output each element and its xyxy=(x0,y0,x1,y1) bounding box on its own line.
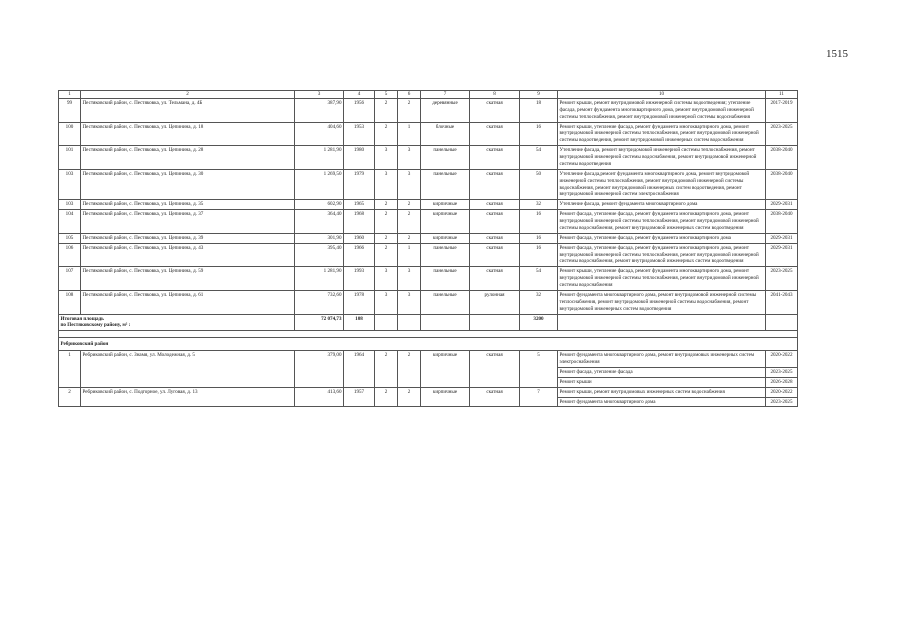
address-cell: Пестяковский район, с. Пестяковка, ул. Цепинина, д. 35 xyxy=(81,200,295,210)
works-cell: Ремонт крыши, утепление фасада, ремонт фундамента многоквартирного дома, ремонт внутридомовой инженерной системы теплоснабжения, ремонт внутридомовой инженерной системы водоснабжения xyxy=(558,267,766,291)
roof-cell: скатная xyxy=(470,169,520,200)
walls-cell: кирпичные xyxy=(421,210,470,234)
address-cell: Пестяковский район, с. Пестяковка, ул. Цепинина, д. 43 xyxy=(81,243,295,267)
table-row xyxy=(59,387,798,397)
entrances-cell: 2 xyxy=(398,387,421,407)
residents-cell: 32 xyxy=(520,290,558,314)
page-number: 1515 xyxy=(826,48,848,60)
walls-cell: деревянные xyxy=(421,98,470,122)
year-cell: 1964 xyxy=(344,351,375,388)
address-cell: Ребриковский район, с. Знамя, ул. Молодежная, д. 5 xyxy=(81,351,295,388)
row-number: 2 xyxy=(59,387,81,407)
entrances-cell: 3 xyxy=(398,169,421,200)
column-number-row xyxy=(59,91,798,99)
period-cell: 2023-2025 xyxy=(766,397,798,407)
residents-cell: 16 xyxy=(520,233,558,243)
year-cell: 1980 xyxy=(344,146,375,170)
column-number: 6 xyxy=(398,91,421,99)
column-number: 4 xyxy=(344,91,375,99)
roof-cell: скатная xyxy=(470,233,520,243)
entrances-cell: 2 xyxy=(398,210,421,234)
row-number: 101 xyxy=(59,146,81,170)
address-cell: Пестяковский район, с. Пестяковка, ул. Тельмана, д. 4Б xyxy=(81,98,295,122)
residents-cell: 54 xyxy=(520,267,558,291)
period-cell: 2017-2019 xyxy=(766,98,798,122)
district-header-row xyxy=(59,338,798,351)
table-row xyxy=(59,267,798,291)
entrances-cell: 2 xyxy=(398,233,421,243)
roof-cell: скатная xyxy=(470,267,520,291)
area-cell: 364,40 xyxy=(295,210,344,234)
address-cell: Пестяковский район, с. Пестяковка, ул. Цепинина, д. 59 xyxy=(81,267,295,291)
row-number: 104 xyxy=(59,210,81,234)
year-cell: 1968 xyxy=(344,210,375,234)
column-number: 8 xyxy=(470,91,520,99)
works-cell: Ремонт фундамента многоквартирного дома, ремонт внутридомовой инженерной системы теплоснабжения, ремонт внутридомовой инженерной системы водоснабжения, ремонт внутридомовой инженерных систем водоотведения xyxy=(558,290,766,314)
floors-cell: 3 xyxy=(375,290,398,314)
residents-cell: 32 xyxy=(520,200,558,210)
period-cell: 2023-2025 xyxy=(766,267,798,291)
total-label-line1: Итоговая площадь xyxy=(60,315,104,322)
works-cell: Утепление фасада, ремонт внутридомовой инженерной системы теплоснабжения, ремонт внутридомовой инженерной системы водоснабжения, ремонт внутридомовой инженерной системы водоотведения xyxy=(558,146,766,170)
table-row xyxy=(59,200,798,210)
works-cell: Утепление фасада,ремонт фундамента многоквартирного дома, ремонт внутридомовой инженерной системы теплоснабжения, ремонт внутридомовой инженерной системы водоснабжения, ремонт внутридомовой инженерных систем водоотведения, ремонт внутридомовой инженерной систем электроснабжения xyxy=(558,169,766,200)
area-cell: 301,90 xyxy=(295,233,344,243)
walls-cell: панельные xyxy=(421,146,470,170)
column-number: 7 xyxy=(421,91,470,99)
works-cell: Ремонт фасада, утепление фасада, ремонт фундамента многоквартирного дома, ремонт внутридомовой инженерной системы теплоснабжения, ремонт внутридомовой инженерной системы водоснабжения, ремонт внутридомовой инженерных систем водоотведения xyxy=(558,210,766,234)
roof-cell: скатная xyxy=(470,122,520,146)
address-cell: Пестяковский район, с. Пестяковка, ул. Цепинина, д. 61 xyxy=(81,290,295,314)
works-cell: Ремонт фундамента многоквартирного дома, ремонт внутридомовых инженерных систем электроснабжения xyxy=(558,351,766,368)
works-cell: Утепление фасада, ремонт фундамента многоквартирного дома xyxy=(558,200,766,210)
area-cell: 1 281,90 xyxy=(295,267,344,291)
floors-cell: 2 xyxy=(375,98,398,122)
address-cell: Пестяковский район, с. Пестяковка, ул. Цепинина, д. 37 xyxy=(81,210,295,234)
works-cell: Ремонт крыши, ремонт внутридомовых инженерных систем водоснабжения xyxy=(558,387,766,397)
roof-cell: скатная xyxy=(470,387,520,407)
address-cell: Пестяковский район, с. Пестяковка, ул. Цепинина, д. 30 xyxy=(81,169,295,200)
works-cell: Ремонт фасада, утепление фасада, ремонт фундамента многоквартирного дома xyxy=(558,233,766,243)
table-row xyxy=(59,351,798,368)
table-row xyxy=(59,210,798,234)
walls-cell: панельные xyxy=(421,243,470,267)
area-cell: 1 281,90 xyxy=(295,146,344,170)
roof-cell: рулонная xyxy=(470,290,520,314)
residents-cell: 16 xyxy=(520,122,558,146)
works-cell: Ремонт фундамента многоквартирного дома xyxy=(558,397,766,407)
walls-cell: кирпичные xyxy=(421,233,470,243)
table-row xyxy=(59,122,798,146)
walls-cell: кирпичные xyxy=(421,387,470,407)
entrances-cell: 3 xyxy=(398,146,421,170)
year-cell: 1993 xyxy=(344,267,375,291)
walls-cell: панельные xyxy=(421,169,470,200)
roof-cell: скатная xyxy=(470,351,520,388)
row-number: 103 xyxy=(59,200,81,210)
roof-cell: скатная xyxy=(470,243,520,267)
period-cell: 2026-2028 xyxy=(766,377,798,387)
walls-cell: кирпичные xyxy=(421,351,470,388)
total-row xyxy=(59,314,798,331)
housing-register-table xyxy=(58,90,798,407)
table-row xyxy=(59,233,798,243)
residents-cell: 5 xyxy=(520,351,558,388)
year-cell: 1956 xyxy=(344,98,375,122)
year-cell: 1979 xyxy=(344,169,375,200)
row-number: 107 xyxy=(59,267,81,291)
roof-cell: скатная xyxy=(470,200,520,210)
table-row xyxy=(59,243,798,267)
year-cell: 1960 xyxy=(344,233,375,243)
entrances-cell: 3 xyxy=(398,290,421,314)
year-cell: 1965 xyxy=(344,200,375,210)
works-cell: Ремонт фасада, утепление фасада xyxy=(558,367,766,377)
area-cell: 602,90 xyxy=(295,200,344,210)
period-cell: 2029-2031 xyxy=(766,243,798,267)
period-cell: 2029-2031 xyxy=(766,200,798,210)
residents-cell: 50 xyxy=(520,169,558,200)
year-cell: 1957 xyxy=(344,387,375,407)
residents-cell: 16 xyxy=(520,243,558,267)
period-cell: 2041-2043 xyxy=(766,290,798,314)
column-number: 5 xyxy=(375,91,398,99)
floors-cell: 2 xyxy=(375,387,398,407)
row-number: 106 xyxy=(59,243,81,267)
entrances-cell: 1 xyxy=(398,243,421,267)
period-cell: 2020-2022 xyxy=(766,351,798,368)
floors-cell: 2 xyxy=(375,351,398,388)
area-cell: 732,60 xyxy=(295,290,344,314)
year-cell: 1966 xyxy=(344,243,375,267)
period-cell: 2038-2040 xyxy=(766,169,798,200)
works-cell: Ремонт крыши, ремонт внутридомовой инженерной системы водоотведения; утепление фасада, ремонт фундамента многоквартирного дома, ремонт внутридомовой инженерной системы теплоснабжения, ремонт внутридомовой инженерной системы водоснабжения xyxy=(558,98,766,122)
floors-cell: 2 xyxy=(375,243,398,267)
entrances-cell: 2 xyxy=(398,351,421,388)
area-cell: 413,60 xyxy=(295,387,344,407)
entrances-cell: 2 xyxy=(398,98,421,122)
entrances-cell: 1 xyxy=(398,122,421,146)
residents-cell: 18 xyxy=(520,98,558,122)
area-cell: 395,40 xyxy=(295,243,344,267)
total-label-line2: по Пестяковскому району, м² : xyxy=(60,322,131,329)
period-cell: 2023-2025 xyxy=(766,122,798,146)
floors-cell: 3 xyxy=(375,146,398,170)
column-number: 10 xyxy=(558,91,766,99)
column-number: 9 xyxy=(520,91,558,99)
works-cell: Ремонт крыши, утепление фасада, ремонт фундамента многоквартирного дома, ремонт внутридомовой инженерной системы теплоснабжения, ремонт внутридомовой инженерной системы водоотведения, ремонт внутридомовой инженерных систем водоснабжения xyxy=(558,122,766,146)
period-cell: 2038-2040 xyxy=(766,210,798,234)
total-area: 72 074,73 xyxy=(295,314,344,331)
row-number: 99 xyxy=(59,98,81,122)
area-cell: 379,00 xyxy=(295,351,344,388)
entrances-cell: 2 xyxy=(398,200,421,210)
address-cell: Пестяковский район, с. Пестяковка, ул. Цепинина, д. 39 xyxy=(81,233,295,243)
year-cell: 1953 xyxy=(344,122,375,146)
works-cell: Ремонт крыши xyxy=(558,377,766,387)
row-number: 108 xyxy=(59,290,81,314)
residents-cell: 7 xyxy=(520,387,558,407)
period-cell: 2038-2040 xyxy=(766,146,798,170)
table-row xyxy=(59,98,798,122)
period-cell: 2029-2031 xyxy=(766,233,798,243)
floors-cell: 3 xyxy=(375,169,398,200)
year-cell: 1978 xyxy=(344,290,375,314)
district-title: Ребриковский район xyxy=(59,338,798,351)
floors-cell: 2 xyxy=(375,122,398,146)
area-cell: 404,60 xyxy=(295,122,344,146)
entrances-cell: 3 xyxy=(398,267,421,291)
address-cell: Пестяковский район, с. Пестяковка, ул. Цепинина, д. 28 xyxy=(81,146,295,170)
total-label xyxy=(59,314,295,331)
floors-cell: 3 xyxy=(375,267,398,291)
period-cell: 2020-2022 xyxy=(766,387,798,397)
address-cell: Пестяковский район, с. Пестяковка, ул. Цепинина, д. 18 xyxy=(81,122,295,146)
total-count: 108 xyxy=(344,314,375,331)
residents-cell: 16 xyxy=(520,210,558,234)
row-number: 105 xyxy=(59,233,81,243)
column-number: 1 xyxy=(59,91,81,99)
area-cell: 387,90 xyxy=(295,98,344,122)
roof-cell: скатная xyxy=(470,146,520,170)
roof-cell: скатная xyxy=(470,210,520,234)
residents-cell: 54 xyxy=(520,146,558,170)
period-cell: 2023-2025 xyxy=(766,367,798,377)
row-number: 103 xyxy=(59,169,81,200)
row-number: 1 xyxy=(59,351,81,388)
roof-cell: скатная xyxy=(470,98,520,122)
table-row xyxy=(59,169,798,200)
walls-cell: блочные xyxy=(421,122,470,146)
floors-cell: 2 xyxy=(375,200,398,210)
table-row xyxy=(59,146,798,170)
walls-cell: панельные xyxy=(421,267,470,291)
walls-cell: кирпичные xyxy=(421,200,470,210)
column-number: 2 xyxy=(81,91,295,99)
area-cell: 1 269,50 xyxy=(295,169,344,200)
works-cell: Ремонт фасада, утепление фасада, ремонт фундамента многоквартирного дома, ремонт внутридомовой инженерной системы теплоснабжения, ремонт внутридомовой инженерной системы водоснабжения, ремонт внутридомовой инженерных систем водоотведения xyxy=(558,243,766,267)
floors-cell: 2 xyxy=(375,210,398,234)
column-number: 11 xyxy=(766,91,798,99)
total-residents: 3200 xyxy=(520,314,558,331)
row-number: 100 xyxy=(59,122,81,146)
column-number: 3 xyxy=(295,91,344,99)
table-row xyxy=(59,290,798,314)
floors-cell: 2 xyxy=(375,233,398,243)
address-cell: Ребриковский район, с. Подгорное, ул. Луговая, д. 13 xyxy=(81,387,295,407)
walls-cell: панельные xyxy=(421,290,470,314)
